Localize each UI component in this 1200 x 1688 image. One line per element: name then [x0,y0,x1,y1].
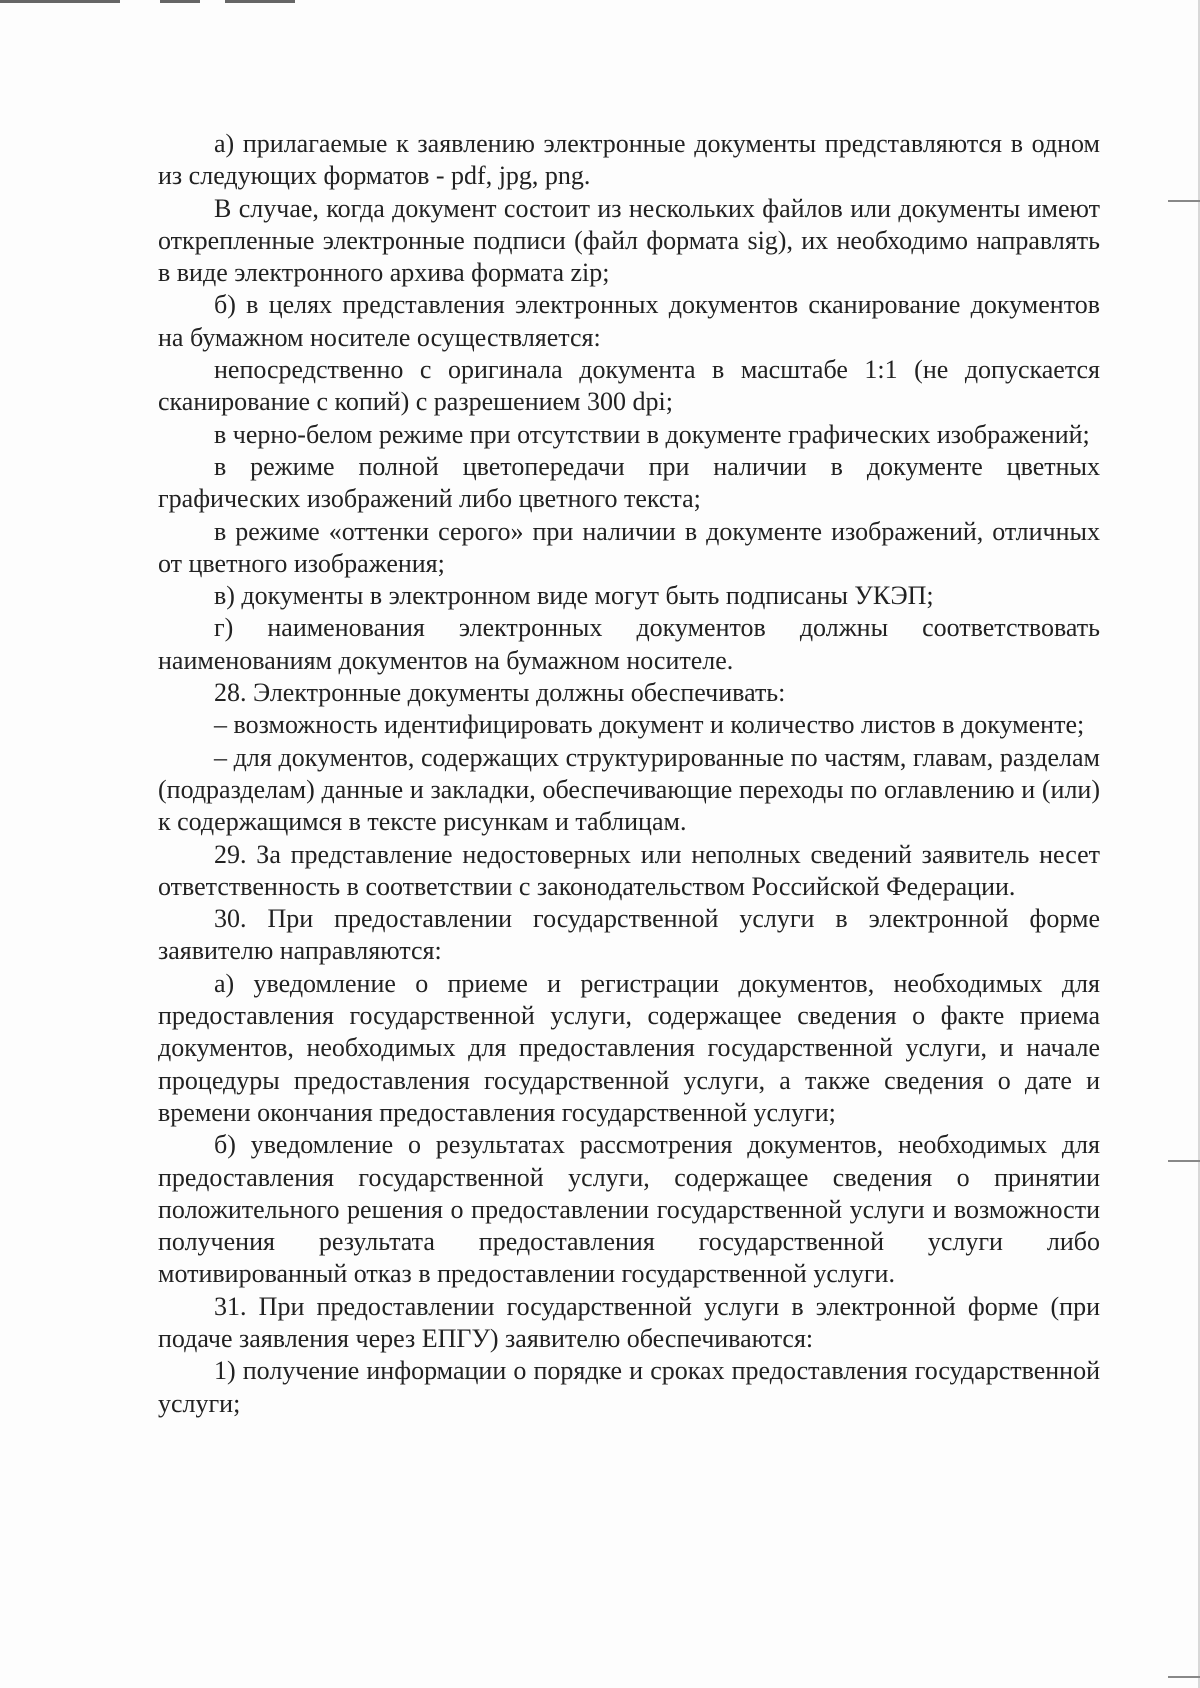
paragraph: в черно-белом режиме при отсутствии в документе графических изображений; [214,419,1090,449]
paragraph: в) документы в электронном виде могут быть подписаны УКЭП; [214,581,934,611]
scan-edge-mark [1168,200,1200,202]
paragraph: в режиме «оттенки серого» при наличии в документе изображений, отличных от цветного изображения; [158,516,1100,578]
paragraph: – для документов, содержащих структурированные по частям, главам, разделам (подразделам) данные и закладки, обеспечивающие переходы по оглавлению и (или) к содержащимся в тексте рисункам и таблицам. [158,742,1100,837]
paragraph: г) наименования электронных документов должны соответствовать наименованиям документов на бумажном носителе. [158,613,1100,675]
paragraph: в режиме полной цветопередачи при наличии в документе цветных графических изображений либо цветного текста; [158,451,1100,514]
document-body [158,128,1100,1420]
paragraph: непосредственно с оригинала документа в масштабе 1:1 (не допускается сканирование с копий) с разрешением 300 dpi; [158,355,1100,417]
paragraph: 31. При предоставлении государственной услуги в электронной форме (при подаче заявления через ЕПГУ) заявителю обеспечиваются: [158,1291,1100,1353]
paragraph: 1) получение информации о порядке и сроках предоставления государственной услуги; [158,1356,1100,1418]
paragraph: б) в целях представления электронных документов сканирование документов на бумажном носителе осуществляется: [158,290,1100,352]
scan-edge-mark [160,0,200,3]
paragraph: В случае, когда документ состоит из нескольких файлов или документы имеют открепленные электронные подписи (файл формата sig), их необходимо направлять в виде электронного архива формата zip; [158,193,1100,288]
paragraph: 28. Электронные документы должны обеспечивать: [214,678,786,708]
scan-edge-mark [225,0,295,3]
paragraph: а) уведомление о приеме и регистрации документов, необходимых для предоставления государственной услуги, содержащее сведения о факте приема документов, необходимых для предоставления государственной услуги, и начале процедуры предоставления государственной услуги, а также сведения о дате и времени окончания предоставления государственной услуги; [158,968,1100,1127]
paragraph: б) уведомление о результатах рассмотрения документов, необходимых для предоставления государственной услуги, содержащее сведения о принятии положительного решения о предоставлении государственной услуги и возможности получения результата предоставления государственной услуги либо мотивированный отказ в предоставлении государственной услуги. [158,1130,1100,1289]
scan-edge-mark [0,0,120,3]
paragraph: а) прилагаемые к заявлению электронные документы представляются в одном из следующих форматов - pdf, jpg, png. [158,129,1100,191]
scan-edge-mark [1168,1676,1200,1678]
scan-edge-mark [1168,1160,1200,1162]
paragraph: 29. За представление недостоверных или неполных сведений заявитель несет ответственность в соответствии с законодательством Российской Федерации. [158,839,1100,901]
paragraph: 30. При предоставлении государственной услуги в электронной форме заявителю направляются: [158,904,1100,966]
paragraph: – возможность идентифицировать документ и количество листов в документе; [214,710,1085,740]
